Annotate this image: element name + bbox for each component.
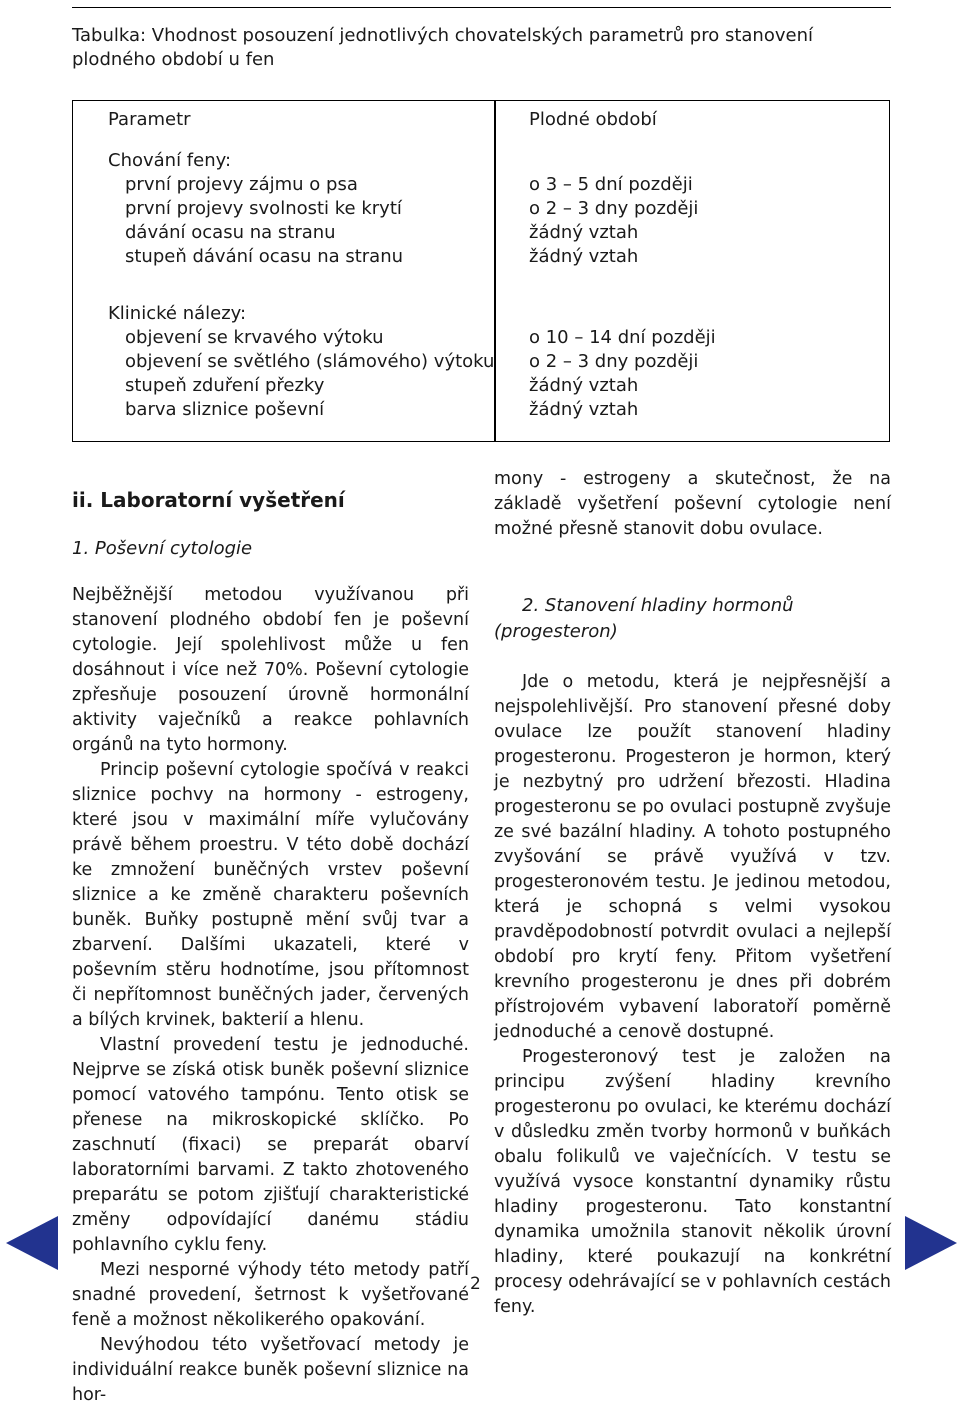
table-row-label: dávání ocasu na stranu bbox=[125, 222, 336, 243]
paragraph: Mezi nesporné výhody této metody patří snadné provedení, šetrnost k vyšetřované feně a možnost několikerého opakování. bbox=[72, 1260, 469, 1330]
paragraph: Princip poševní cytologie spočívá v reakci sliznice pochvy na hormony - estrogeny, které jsou v maximální míře vylučovány právě během proestru. V této době dochází ke zmnožení buněčných vrstev poševní sliznice a ke změně charakteru poševních buněk. Buňky postupně mění svůj tvar a zbarvení. Dalšími ukazateli, které v poševním stěru hodnotíme, jsou přítomnost či nepřítomnost buněčných jader, červených a bílých krvinek, bakterií a hlenu. bbox=[72, 760, 469, 1030]
subheading-progesterone: 2. Stanovení hladiny hormonů (progesteron) bbox=[494, 595, 794, 642]
next-page-arrow-icon[interactable] bbox=[905, 1216, 957, 1270]
group-title: Klinické nálezy: bbox=[108, 303, 247, 324]
header-parametr: Parametr bbox=[108, 109, 191, 130]
paragraph: Nejběžnější metodou využívanou při stanovení plodného období fen je poševní cytologie. Její spolehlivost může u fen dosáhnout i více než 70%. Poševní cytologie zpřesňuje posouzení úrovně hormonální aktivity vaječníků a reakce pohlavních orgánů na tyto hormony. bbox=[72, 585, 469, 755]
table-row-value: žádný vztah bbox=[529, 222, 639, 243]
table-row-value: žádný vztah bbox=[529, 375, 639, 396]
table-row-label: první projevy zájmu o psa bbox=[125, 174, 358, 195]
paragraph: Vlastní provedení testu je jednoduché. Nejprve se získá otisk buněk poševní sliznice pomocí vatového tampónu. Tento otisk se přenese na mikroskopické sklíčko. Po zaschnutí (fixaci) se preparát obarví laboratorními barvami. Z takto zhotoveného preparátu se potom zjišťují charakteristické změny odpovídající danému stádiu pohlavního cyklu feny. bbox=[72, 1035, 469, 1255]
table-row-label: objevení se světlého (slámového) výtoku bbox=[125, 351, 495, 372]
group-clinical-values bbox=[529, 326, 716, 422]
paragraph: Progesteronový test je založen na principu zvýšení hladiny krevního progesteronu po ovulaci, ke kterému dochází v důsledku změn tvorby hormonů v buňkách obalu folikulů ve vaječnících. V testu se využívá vysoce konstantní dynamiky růstu hladiny progesteronu. Tato konstantní dynamika umožnila stanovit několik úrovní hladiny, které poukazují na konkrétní procesy odehrávající se v pohlavních cestách feny. bbox=[494, 1047, 891, 1317]
paragraph: Jde o metodu, která je nejpřesnější a nejspolehlivější. Pro stanovení přesné doby ovulace lze použít stanovení hladiny progesteronu. Progesteron je hormon, který je nezbytný pro udržení březosti. Hladina progesteronu se po ovulaci postupně zvyšuje ze své bazální hladiny. A tohoto postupného zvyšování se právě využívá v tzv. progesteronovém testu. Je jedinou metodou, která je schopná s velmi vysokou pravděpodobností potvrdit ovulaci a nejlepší období pro krytí feny. Přitom vyšetření krevního progesteronu je dnes při dobrém přístrojovém vybavení laboratoří poměrně jednoduché a cenově dostupné. bbox=[494, 672, 891, 1042]
group-clinical bbox=[108, 302, 494, 422]
right-column-text bbox=[494, 670, 891, 1320]
table-row-label: stupeň zduření přezky bbox=[125, 375, 325, 396]
group-behaviour-values bbox=[529, 173, 698, 269]
table-row-value: žádný vztah bbox=[529, 399, 639, 420]
previous-page-arrow-icon[interactable] bbox=[6, 1216, 58, 1270]
table-row-value: o 2 – 3 dny později bbox=[529, 198, 699, 219]
header-plodne-obdobi: Plodné období bbox=[529, 109, 657, 130]
table-row-label: první projevy svolnosti ke krytí bbox=[125, 198, 402, 219]
top-rule bbox=[72, 7, 891, 8]
parameters-table bbox=[72, 100, 890, 442]
table-caption: Tabulka: Vhodnost posouzení jednotlivých chovatelských parametrů pro stanovení plodného období u fen bbox=[72, 25, 813, 70]
table-row-label: objevení se krvavého výtoku bbox=[125, 327, 384, 348]
table-row-value: o 3 – 5 dní později bbox=[529, 174, 693, 195]
page-number: 2 bbox=[470, 1274, 481, 1294]
table-row-value: o 10 – 14 dní později bbox=[529, 327, 716, 348]
table-row-label: barva sliznice poševní bbox=[125, 399, 325, 420]
table-row-value: o 2 – 3 dny později bbox=[529, 351, 699, 372]
paragraph: Nevýhodou této vyšetřovací metody je individuální reakce buněk poševní sliznice na hor- bbox=[72, 1335, 469, 1405]
section-heading: ii. Laboratorní vyšetření bbox=[72, 488, 345, 512]
group-title: Chování feny: bbox=[108, 150, 232, 171]
table-row-value: žádný vztah bbox=[529, 246, 639, 267]
right-continuation: mony - estrogeny a skutečnost, že na základě vyšetření poševní cytologie není možné přesně stanovit dobu ovulace. bbox=[494, 469, 891, 539]
group-behaviour bbox=[108, 149, 403, 269]
left-column-text bbox=[72, 583, 469, 1408]
table-row-label: stupeň dávání ocasu na stranu bbox=[125, 246, 404, 267]
subheading-cytology: 1. Poševní cytologie bbox=[72, 538, 253, 559]
